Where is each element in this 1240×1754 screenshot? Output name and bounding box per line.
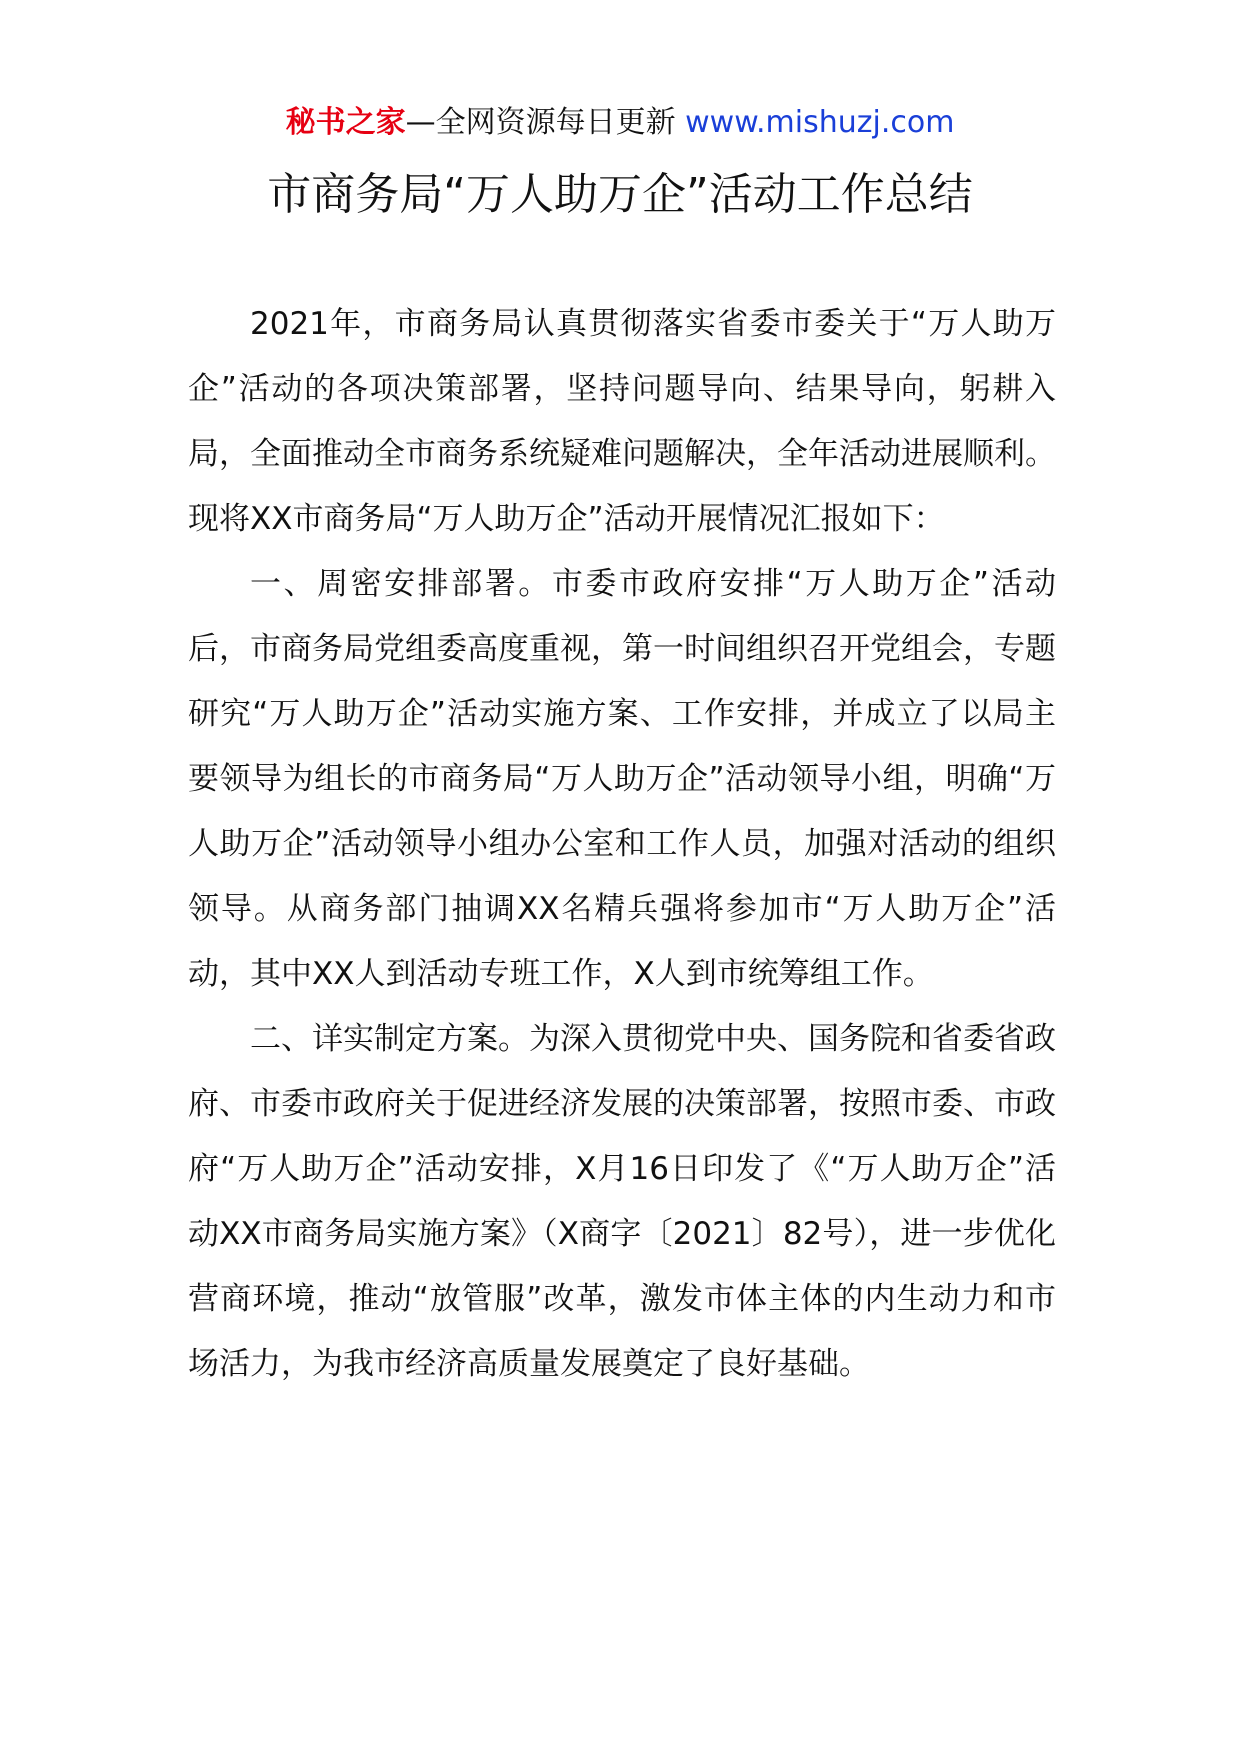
brand-name: 秘书之家: [285, 105, 406, 140]
site-url[interactable]: www.mishuzj.com: [685, 105, 955, 140]
document-body: [188, 292, 1056, 1397]
paragraph-section-1: 一、周密安排部署。市委市政府安排“万人助万企”活动后，市商务局党组委高度重视，第一时间组织召开党组会，专题研究“万人助万企”活动实施方案、工作安排，并成立了以局主要领导为组长的市商务局“万人助万企”活动领导小组，明确“万人助万企”活动领导小组办公室和工作人员，加强对活动的组织领导。从商务部门抽调XX名精兵强将参加市“万人助万企”活动，其中XX人到活动专班工作，X人到市统筹组工作。: [188, 566, 1056, 992]
site-header: [0, 103, 1240, 143]
header-slogan: —全网资源每日更新: [405, 105, 676, 140]
paragraph-section-2: 二、详实制定方案。为深入贯彻党中央、国务院和省委省政府、市委市政府关于促进经济发展的决策部署，按照市委、市政府“万人助万企”活动安排，X月16日印发了《“万人助万企”活动XX市商务局实施方案》（X商字〔2021〕82号），进一步优化营商环境，推动“放管服”改革，激发市体主体的内生动力和市场活力，为我市经济高质量发展奠定了良好基础。: [188, 1021, 1056, 1382]
paragraph-intro: 2021年，市商务局认真贯彻落实省委市委关于“万人助万企”活动的各项决策部署，坚持问题导向、结果导向，躬耕入局，全面推动全市商务系统疑难问题解决，全年活动进展顺利。现将XX市商务局“万人助万企”活动开展情况汇报如下：: [188, 306, 1056, 537]
document-title: 市商务局“万人助万企”活动工作总结: [267, 169, 973, 220]
